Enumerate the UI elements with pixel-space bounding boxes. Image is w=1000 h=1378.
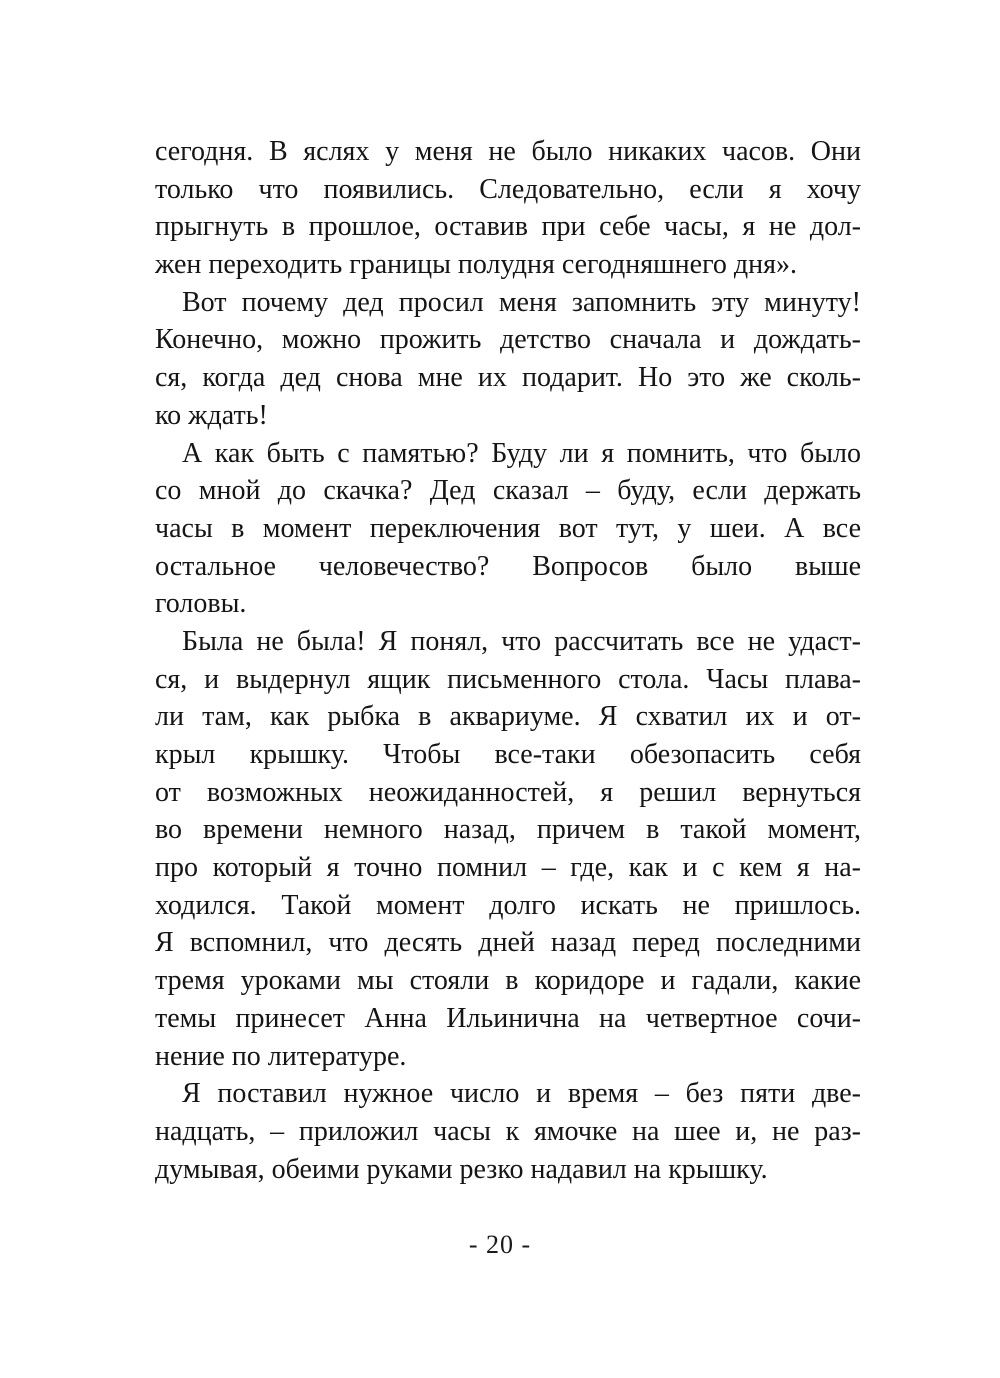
text-line: сегодня. В яслях у меня не было никаких часов. Они xyxy=(155,136,861,167)
text-line: А как быть с памятью? Буду ли я помнить, что было xyxy=(182,437,861,469)
paragraph xyxy=(155,1075,861,1188)
paragraph xyxy=(155,133,861,284)
text-line: ся, и выдернул ящик письменного стола. Часы плава- xyxy=(155,663,861,695)
text-line: прыгнуть в прошлое, оставив при себе часы, я не дол- xyxy=(155,211,861,243)
text-line: только что появились. Следовательно, если я хочу xyxy=(155,173,861,205)
text-line: тремя уроками мы стояли в коридоре и гадали, какие xyxy=(155,965,861,997)
page-body-text xyxy=(155,133,861,1188)
text-line: Я поставил нужное число и время – без пяти две- xyxy=(182,1078,861,1110)
text-line: от возможных неожиданностей, я решил вернуться xyxy=(155,776,861,808)
text-line: во времени немного назад, причем в такой момент, xyxy=(155,814,861,846)
text-line: нение по литературе. xyxy=(155,1040,407,1072)
paragraph xyxy=(155,284,861,435)
text-line: остальное человечество? Вопросов было выше xyxy=(155,550,861,582)
text-line: темы принесет Анна Ильинична на четвертное сочи- xyxy=(155,1002,861,1034)
text-line: ся, когда дед снова мне их подарит. Но это же сколь- xyxy=(155,362,861,394)
text-line: головы. xyxy=(155,588,247,620)
text-line: Была не была! Я понял, что рассчитать все не удаст- xyxy=(182,625,861,657)
text-line: со мной до скачка? Дед сказал – буду, если держать xyxy=(155,475,861,507)
page-number: - 20 - xyxy=(468,1230,532,1259)
paragraph xyxy=(155,435,861,623)
text-line: ли там, как рыбка в аквариуме. Я схватил их и от- xyxy=(155,701,861,733)
text-line: Вот почему дед просил меня запомнить эту минуту! xyxy=(182,286,861,318)
text-line: часы в момент переключения вот тут, у шеи. А все xyxy=(155,512,861,544)
text-line: ко ждать! xyxy=(155,399,268,431)
text-line: думывая, обеими руками резко надавил на крышку. xyxy=(155,1153,768,1185)
text-line: жен переходить границы полудня сегодняшнего дня». xyxy=(155,249,797,281)
text-line: Конечно, можно прожить детство сначала и дождать- xyxy=(155,324,861,356)
text-line: крыл крышку. Чтобы все-таки обезопасить себя xyxy=(155,739,861,770)
text-line: ходился. Такой момент долго искать не пришлось. xyxy=(155,889,861,921)
text-line: надцать, – приложил часы к ямочке на шее и, не раз- xyxy=(155,1115,861,1147)
text-line: Я вспомнил, что десять дней назад перед последними xyxy=(155,927,861,959)
paragraph xyxy=(155,623,861,1075)
text-line: про который я точно помнил – где, как и с кем я на- xyxy=(155,852,861,884)
